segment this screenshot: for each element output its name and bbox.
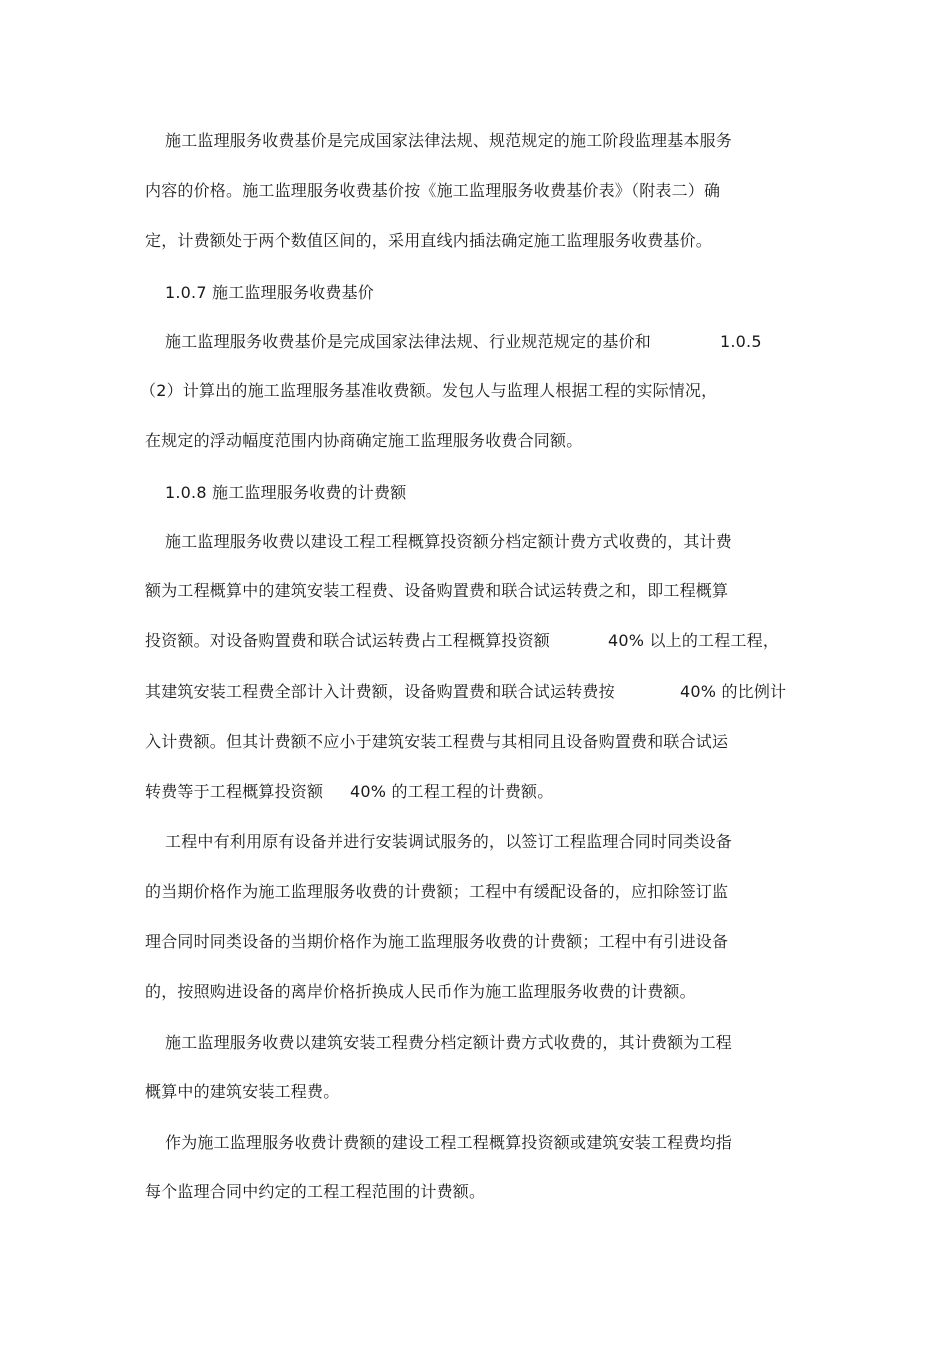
paragraph-line: 概算中的建筑安装工程费。 xyxy=(145,1082,340,1101)
paragraph-line: 额为工程概算中的建筑安装工程费、设备购置费和联合试运转费之和，即工程概算 xyxy=(145,581,729,600)
paragraph-line: 其建筑安装工程费全部计入计费额，设备购置费和联合试运转费按 xyxy=(145,682,615,701)
paragraph-line: 理合同时同类设备的当期价格作为施工监理服务收费的计费额；工程中有引进设备 xyxy=(145,932,729,951)
paragraph-line: 每个监理合同中约定的工程工程范围的计费额。 xyxy=(145,1182,486,1201)
paragraph-line: 转费等于工程概算投资额 xyxy=(145,782,324,801)
paragraph-line: 施工监理服务收费基价是完成国家法律法规、行业规范规定的基价和 xyxy=(165,332,652,351)
paragraph-line: 施工监理服务收费以建设工程工程概算投资额分档定额计费方式收费的，其计费 xyxy=(165,532,733,551)
paragraph-line: 的，按照购进设备的离岸价格折换成人民币作为施工监理服务收费的计费额。 xyxy=(145,982,696,1001)
paragraph-line: （2）计算出的施工监理服务基准收费额。发包人与监理人根据工程的实际情况， xyxy=(140,381,718,400)
paragraph-line: 定，计费额处于两个数值区间的，采用直线内插法确定施工监理服务收费基价。 xyxy=(145,231,713,250)
paragraph-line: 在规定的浮动幅度范围内协商确定施工监理服务收费合同额。 xyxy=(145,431,583,450)
paragraph-line: 入计费额。但其计费额不应小于建筑安装工程费与其相同且设备购置费和联合试运 xyxy=(145,732,729,751)
paragraph-line-tail: 40% 的比例计 xyxy=(680,682,787,701)
paragraph-line: 作为施工监理服务收费计费额的建设工程工程概算投资额或建筑安装工程费均指 xyxy=(165,1133,733,1152)
paragraph-line: 工程中有利用原有设备并进行安装调试服务的，以签订工程监理合同时同类设备 xyxy=(165,832,733,851)
paragraph-line-tail: 40% 以上的工程工程， xyxy=(608,631,780,650)
paragraph-line-tail: 40% 的工程工程的计费额。 xyxy=(350,782,554,801)
paragraph-line: 施工监理服务收费基价是完成国家法律法规、规范规定的施工阶段监理基本服务 xyxy=(165,131,733,150)
section-reference: 1.0.5 xyxy=(720,332,762,351)
section-heading-1-0-7: 1.0.7 施工监理服务收费基价 xyxy=(165,283,374,302)
paragraph-line: 内容的价格。施工监理服务收费基价按《施工监理服务收费基价表》（附表二）确 xyxy=(145,181,721,200)
paragraph-line: 投资额。对设备购置费和联合试运转费占工程概算投资额 xyxy=(145,631,551,650)
paragraph-line: 的当期价格作为施工监理服务收费的计费额；工程中有缓配设备的，应扣除签订监 xyxy=(145,882,729,901)
section-heading-1-0-8: 1.0.8 施工监理服务收费的计费额 xyxy=(165,483,407,502)
paragraph-line: 施工监理服务收费以建筑安装工程费分档定额计费方式收费的，其计费额为工程 xyxy=(165,1033,733,1052)
